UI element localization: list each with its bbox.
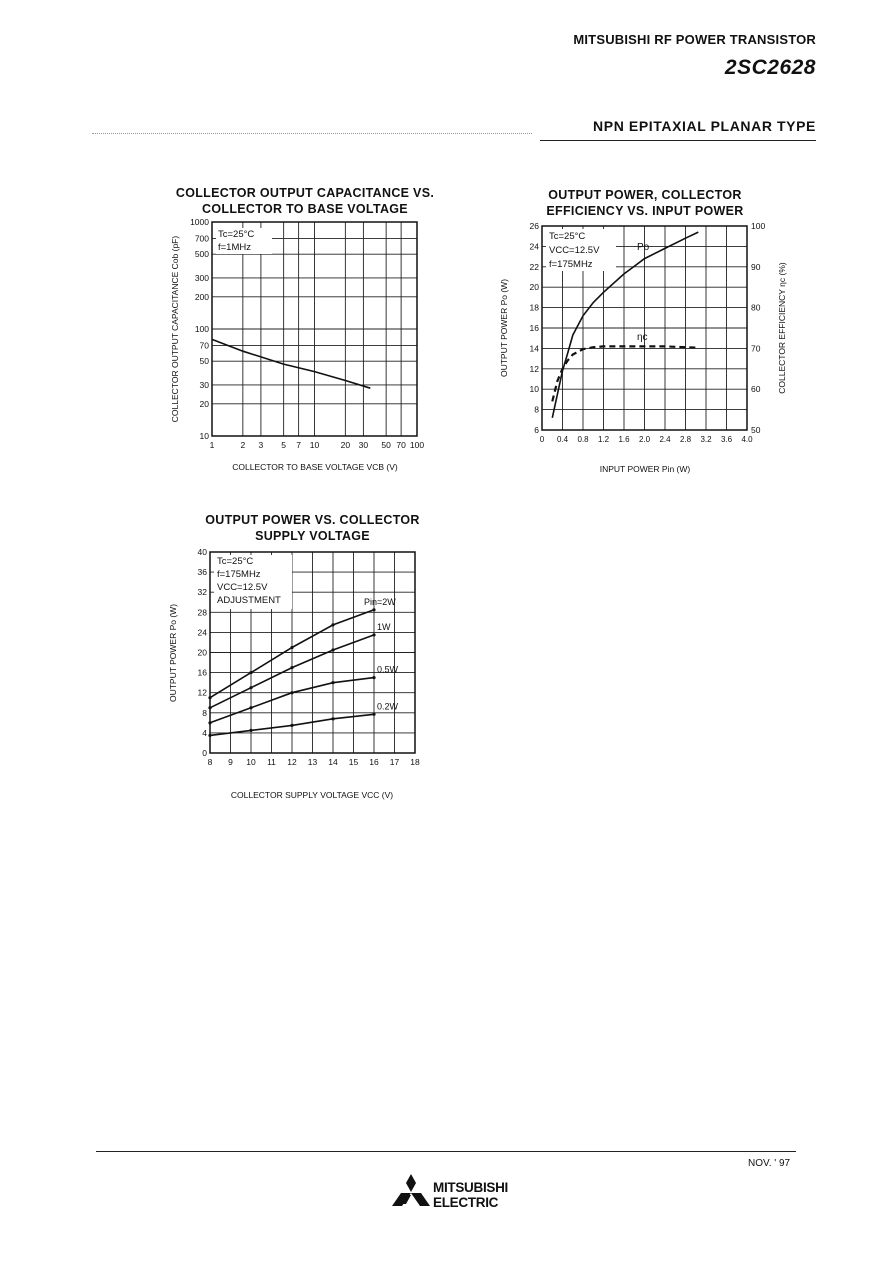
chart2-output-efficiency <box>495 210 795 480</box>
chart3-data-point <box>249 729 252 732</box>
chart2-x-tick-label: 2.8 <box>679 435 692 444</box>
chart1-series-line <box>212 339 370 388</box>
chart3-data-point <box>372 633 375 636</box>
chart3-x-tick-label: 15 <box>348 757 359 767</box>
chart3-x-tick-label: 14 <box>328 757 338 767</box>
chart1-series <box>212 339 370 388</box>
chart3-data-point <box>290 666 293 669</box>
chart1-capacitance <box>160 210 450 480</box>
chart1-y-tick-label: 300 <box>194 272 209 283</box>
chart3-series-label: 0.5W <box>377 664 399 675</box>
chart3-data-point <box>331 717 334 720</box>
chart2-y-tick-label: 18 <box>529 302 539 313</box>
chart3-title-line2: SUPPLY VOLTAGE <box>255 529 370 543</box>
chart2-title-line2: EFFICIENCY VS. INPUT POWER <box>546 204 744 218</box>
chart3-y-tick-label: 28 <box>197 607 207 618</box>
chart2-ylabel-right: COLLECTOR EFFICIENCY ηc (%) <box>777 262 787 394</box>
chart2-y-tick-label: 20 <box>529 282 539 293</box>
chart2-yright-tick-label: 70 <box>751 343 761 354</box>
chart2-y-tick-label: 10 <box>529 384 539 395</box>
chart3-x-tick-label: 10 <box>246 757 256 767</box>
chart1-x-tick-label: 50 <box>381 440 391 450</box>
chart3-x-tick-label: 18 <box>410 757 420 767</box>
logo-line2: ELECTRIC <box>433 1195 499 1210</box>
chart2-yright-tick-label: 100 <box>751 221 766 231</box>
chart1-y-tick-label: 200 <box>194 291 209 302</box>
chart2-title-line1: OUTPUT POWER, COLLECTOR <box>548 188 742 202</box>
chart2-x-tick-label: 3.2 <box>700 435 712 444</box>
chart1-x-tick-label: 3 <box>258 440 264 450</box>
chart3-output-vs-vcc <box>160 540 450 805</box>
chart1-x-tick-label: 1 <box>209 440 215 450</box>
chart1-title-line1: COLLECTOR OUTPUT CAPACITANCE VS. <box>175 186 435 200</box>
chart3-data-point <box>208 706 211 709</box>
chart2-xlabel: INPUT POWER Pin (W) <box>599 464 691 474</box>
chart3-y-tick-label: 40 <box>197 547 207 557</box>
chart3-y-tick-label: 12 <box>197 687 207 698</box>
chart3-x-tick-label: 16 <box>369 757 379 767</box>
chart1-x-tick-label: 10 <box>309 440 320 450</box>
header-dotted-rule <box>92 133 532 134</box>
chart3-ylabel: OUTPUT POWER Po (W) <box>168 603 178 703</box>
chart2-y-tick-label: 24 <box>529 241 539 252</box>
chart3-x-tick-label: 11 <box>267 757 276 767</box>
chart2-y-tick-label: 8 <box>534 404 539 415</box>
chart3-data-point <box>249 686 252 689</box>
chart3-data-point <box>331 623 334 626</box>
chart3-cond-vcc: VCC=12.5V <box>217 582 268 593</box>
chart3-cond-freq: f=175MHz <box>217 569 261 580</box>
chart3-data-point <box>290 724 293 727</box>
chart3-data-point <box>290 646 293 649</box>
chart3-data-point <box>331 648 334 651</box>
chart2-label-po: Po <box>637 242 650 253</box>
chart3-series-label: Pin=2W <box>364 596 396 607</box>
chart3-x-tick-label: 17 <box>389 757 400 767</box>
chart3-y-tick-label: 24 <box>197 627 207 638</box>
chart3-data-point <box>331 681 334 684</box>
chart3-y-tick-label: 0 <box>202 748 207 758</box>
chart2-yright-tick-label: 80 <box>751 302 761 313</box>
chart2-x-tick-label: 2.0 <box>638 435 651 444</box>
chart3-data-point <box>208 696 211 699</box>
chart3-data-point <box>208 734 211 737</box>
chart2-y-tick-label: 6 <box>534 425 539 435</box>
chart3-y-tick-label: 36 <box>197 567 207 578</box>
chart1-x-tick-label: 30 <box>358 440 369 450</box>
chart3-data-point <box>249 671 252 674</box>
chart3-data-point <box>372 713 375 716</box>
publish-date: NOV. ' 97 <box>748 1158 791 1169</box>
chart2-y-tick-label: 12 <box>529 363 539 374</box>
chart2-yright-tick-label: 50 <box>751 425 761 435</box>
chart1-y-tick-label: 500 <box>194 249 209 260</box>
chart3-y-tick-label: 20 <box>197 647 207 658</box>
chart3-data-point <box>372 608 375 611</box>
chart3-xlabel: COLLECTOR SUPPLY VOLTAGE VCC (V) <box>230 790 394 800</box>
chart2-x-tick-label: 2.4 <box>659 435 671 444</box>
chart3-series <box>208 597 398 737</box>
chart3-title-line1: OUTPUT POWER VS. COLLECTOR <box>205 513 420 527</box>
chart1-cond-temp: Tc=25°C <box>218 229 255 240</box>
chart3-data-point <box>208 721 211 724</box>
footer-rule <box>96 1151 796 1152</box>
chart1-x-tick-label: 5 <box>281 440 287 450</box>
chart3-data-point <box>372 676 375 679</box>
chart2-cond-freq: f=175MHz <box>549 259 593 270</box>
chart2-x-tick-label: 0 <box>539 435 545 444</box>
chart1-y-tick-label: 50 <box>199 356 209 367</box>
chart1-x-tick-label: 70 <box>396 440 406 450</box>
chart3-y-tick-label: 4 <box>202 727 207 738</box>
chart3-cond-adjust: ADJUSTMENT <box>217 595 281 606</box>
chart3-x-tick-label: 9 <box>228 757 233 767</box>
chart2-label-eta: ηc <box>637 332 648 343</box>
chart2-x-tick-label: 1.6 <box>618 435 630 444</box>
chart2-yright-tick-label: 90 <box>751 261 761 272</box>
chart1-y-tick-label: 100 <box>194 324 209 334</box>
chart3-cond-temp: Tc=25°C <box>217 556 254 567</box>
chart2-x-tick-label: 3.6 <box>720 435 733 444</box>
logo-line1: MITSUBISHI <box>433 1180 509 1195</box>
chart2-y-tick-label: 22 <box>529 261 539 272</box>
chart1-x-tick-label: 100 <box>409 440 425 450</box>
chart2-y-tick-label: 26 <box>529 221 539 231</box>
chart1-y-tick-label: 70 <box>199 340 209 351</box>
chart2-y-tick-label: 16 <box>529 323 539 333</box>
chart3-data-point <box>249 706 252 709</box>
chart2-cond-vcc: VCC=12.5V <box>549 245 600 256</box>
chart3-y-tick-label: 32 <box>197 587 207 598</box>
chart2-yright-tick-label: 60 <box>751 384 761 395</box>
chart2-x-tick-label: 1.2 <box>597 435 610 444</box>
chart1-y-tick-label: 10 <box>199 431 209 441</box>
chart2-cond-temp: Tc=25°C <box>549 231 586 242</box>
chart1-x-tick-label: 20 <box>340 440 351 450</box>
chart1-title-line2: COLLECTOR TO BASE VOLTAGE <box>202 202 408 216</box>
chart1-y-tick-label: 700 <box>194 233 209 244</box>
chart3-x-tick-label: 13 <box>307 757 318 767</box>
device-type: NPN EPITAXIAL PLANAR TYPE <box>593 118 816 134</box>
chart3-data-point <box>290 691 293 694</box>
mitsubishi-logo-icon <box>390 1172 432 1210</box>
chart3-y-tick-label: 16 <box>197 667 207 678</box>
chart1-x-tick-label: 7 <box>296 440 301 450</box>
document-subtitle: MITSUBISHI RF POWER TRANSISTOR <box>573 32 816 47</box>
chart3-series-label: 1W <box>377 621 391 632</box>
chart3-y-tick-label: 8 <box>202 707 207 718</box>
chart1-cond-freq: f=1MHz <box>218 242 251 253</box>
chart2-x-tick-label: 0.8 <box>577 435 589 444</box>
chart1-ylabel: COLLECTOR OUTPUT CAPACITANCE Cob (pF) <box>170 235 180 423</box>
chart1-y-tick-label: 1000 <box>190 217 209 227</box>
chart1-xlabel: COLLECTOR TO BASE VOLTAGE VCB (V) <box>232 462 398 472</box>
chart1-grid <box>212 222 417 436</box>
chart2-x-tick-label: 0.4 <box>556 435 569 444</box>
chart2-y-tick-label: 14 <box>529 343 539 354</box>
chart3-series-label: 0.2W <box>377 701 399 712</box>
chart1-x-tick-label: 2 <box>240 440 246 450</box>
chart1-y-tick-label: 30 <box>199 379 209 390</box>
chart3-x-tick-label: 8 <box>207 757 213 767</box>
chart2-ylabel-left: OUTPUT POWER Po (W) <box>499 278 509 378</box>
chart3-x-tick-label: 12 <box>287 757 297 767</box>
logo-wordmark <box>433 1180 508 1210</box>
chart1-y-tick-label: 20 <box>199 398 209 409</box>
part-number: 2SC2628 <box>724 56 816 79</box>
header-rule <box>540 140 816 141</box>
chart2-x-tick-label: 4.0 <box>741 435 753 444</box>
